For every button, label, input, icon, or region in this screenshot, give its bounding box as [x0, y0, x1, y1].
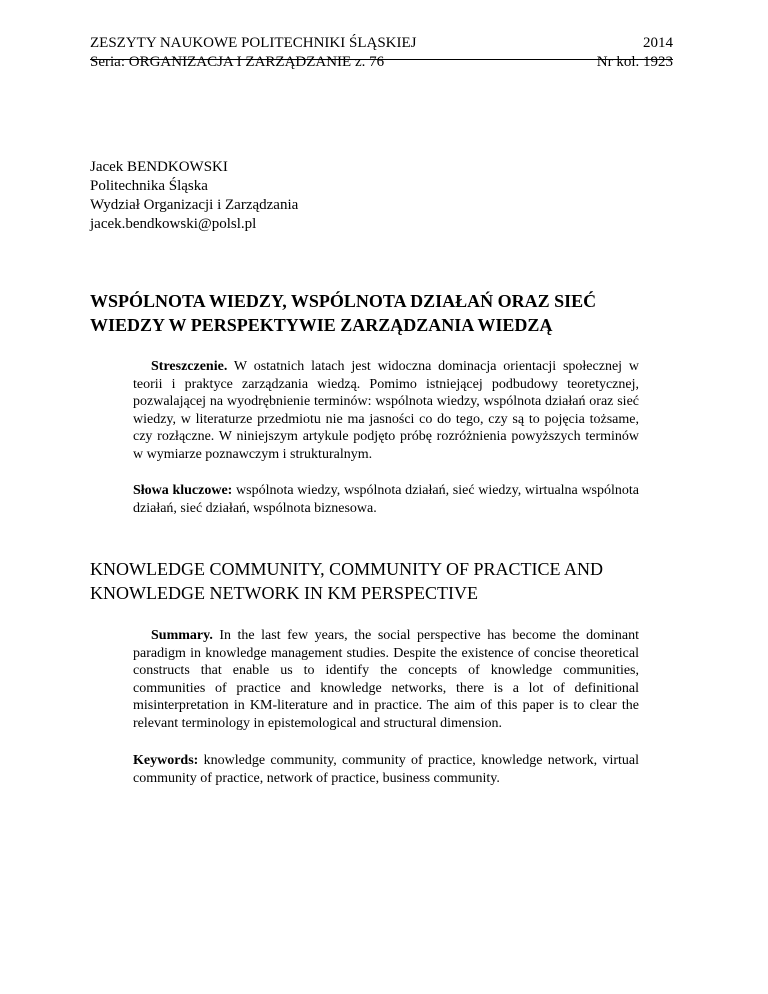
author-block: [90, 158, 298, 234]
title-english-line1: KNOWLEDGE COMMUNITY, COMMUNITY OF PRACTICE AND: [90, 559, 604, 579]
author-university: Politechnika Śląska: [90, 178, 208, 194]
keywords-polish-label: Słowa kluczowe:: [133, 483, 233, 498]
abstract-polish: [133, 358, 639, 464]
author-faculty: Wydział Organizacji i Zarządzania: [90, 197, 299, 213]
keywords-english-label: Keywords:: [133, 753, 199, 768]
header-divider: [90, 59, 673, 60]
keywords-polish-text: wspólnota wiedzy, wspólnota działań, sieć wiedzy, wirtualna wspólnota działań, sieć działań, wspólnota biznesowa.: [133, 483, 639, 516]
keywords-english-text: knowledge community, community of practice, knowledge network, virtual community of practice, network of practice, business community.: [133, 753, 639, 786]
title-polish-line2: WIEDZY W PERSPEKTYWIE ZARZĄDZANIA WIEDZĄ: [90, 315, 553, 335]
title-english-line2: KNOWLEDGE NETWORK IN KM PERSPECTIVE: [90, 583, 478, 603]
abstract-polish-text: W ostatnich latach jest widoczna dominacja orientacji społecznej w teorii i praktyce zarządzania wiedzą. Pomimo istniejącej podbudowy teoretycznej, pozwalającej na wyodrębnienie terminów: wspólnota wiedzy, wspólnota działań oraz sieć wiedzy, w literaturze przedmiotu nie ma jasności co do tego, czy są to pojęcia tożsame, czy rozłączne. W niniejszym artykule podjęto próbę rozróżnienia powyższych terminów w wymiarze poznawczym i strukturalnym.: [133, 359, 639, 462]
author-name: Jacek BENDKOWSKI: [90, 159, 228, 175]
title-polish-line1: WSPÓLNOTA WIEDZY, WSPÓLNOTA DZIAŁAŃ ORAZ SIEĆ: [90, 291, 597, 311]
abstract-english-label: Summary.: [151, 628, 213, 643]
abstract-english: [133, 627, 639, 733]
running-header: [90, 34, 673, 72]
keywords-polish: [133, 482, 639, 517]
journal-series: Seria: ORGANIZACJA I ZARZĄDZANIE z. 76: [90, 54, 385, 70]
title-polish: [90, 289, 690, 337]
journal-issue: Nr kol. 1923: [596, 54, 673, 70]
title-english: [90, 557, 690, 605]
keywords-english: [133, 752, 639, 787]
abstract-polish-label: Streszczenie.: [151, 359, 228, 374]
journal-name: ZESZYTY NAUKOWE POLITECHNIKI ŚLĄSKIEJ: [90, 35, 417, 51]
abstract-english-text: In the last few years, the social perspective has become the dominant paradigm in knowledge management studies. Despite the existence of concise theoretical constructs that enable us to identify the concepts of knowledge communities, communities of practice and knowledge networks, there is a lot of definitional misinterpretation in KM-literature and in practice. The aim of this paper is to clear the relevant terminology in epistemological and structural dimension.: [133, 628, 639, 731]
author-email: jacek.bendkowski@polsl.pl: [90, 216, 257, 232]
journal-year: 2014: [643, 35, 673, 51]
